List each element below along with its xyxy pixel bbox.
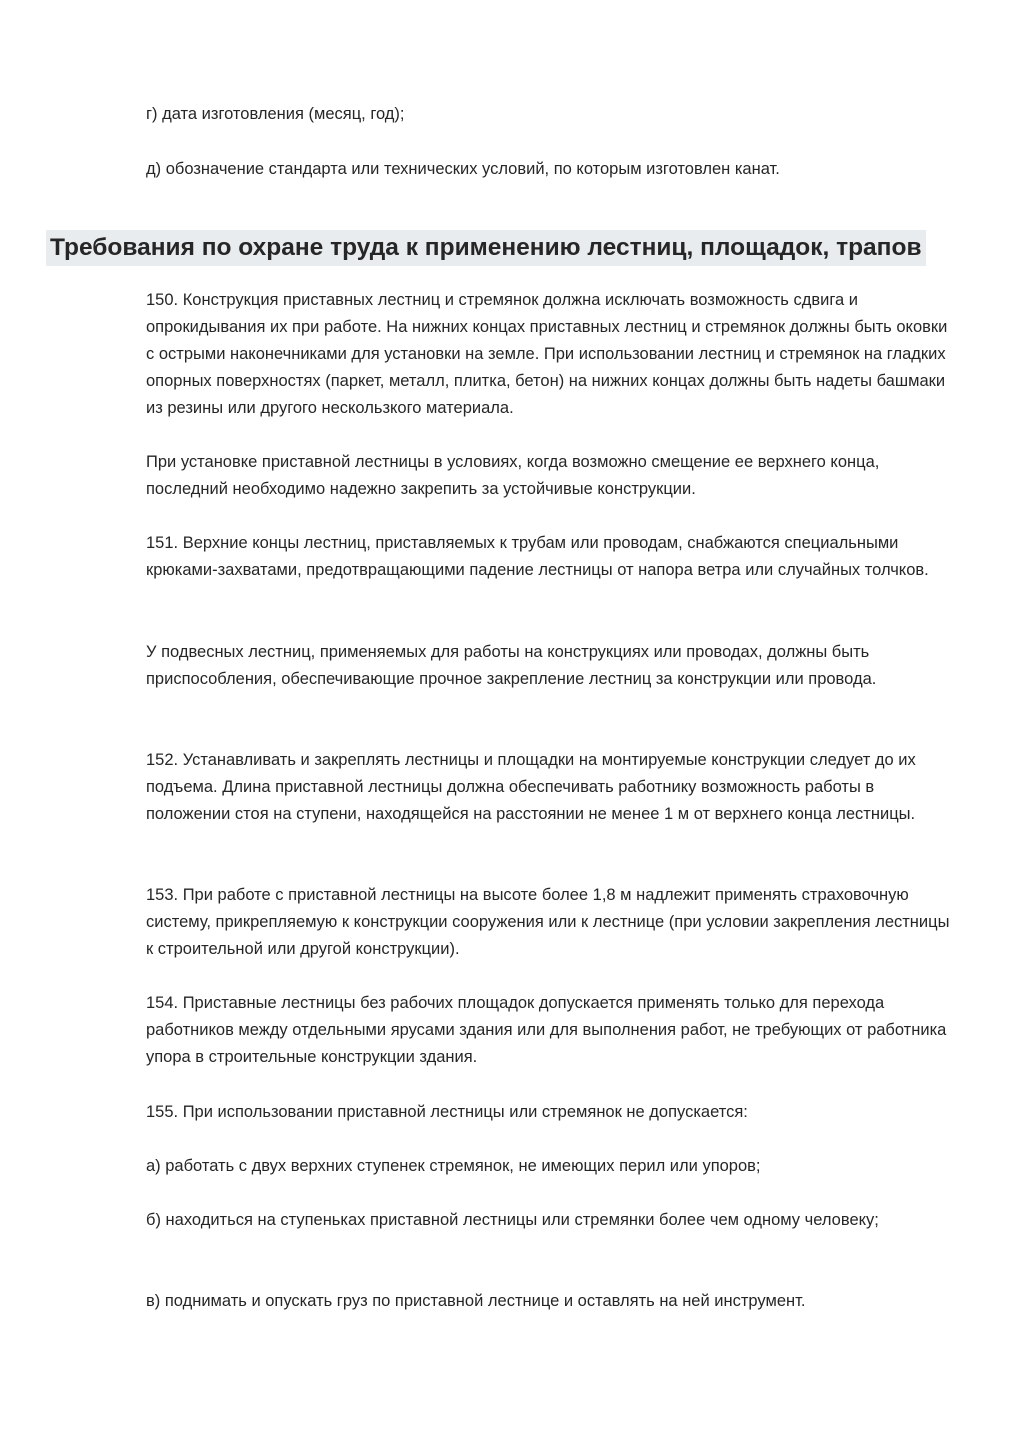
paragraph-150: 150. Конструкция приставных лестниц и стремянок должна исключать возможность сдвига и опрокидывания их при работе. На нижних концах приставных лестниц и стремянок должны быть оковки с острыми наконечниками для установки на земле. При использовании лестниц и стремянок на гладких опорных поверхностях (паркет, металл, плитка, бетон) на нижних концах должны быть надеты башмаки из резины или другого нескользкого материала.	[146, 291, 948, 417]
paragraph-150-continued: При установке приставной лестницы в условиях, когда возможно смещение ее верхнего конца, последний необходимо надежно закрепить за устойчивые конструкции.	[146, 453, 880, 498]
paragraph-155: 155. При использовании приставной лестницы или стремянок не допускается:	[146, 1103, 748, 1121]
paragraph-152: 152. Устанавливать и закреплять лестницы и площадки на монтируемые конструкции следует до их подъема. Длина приставной лестницы должна обеспечивать работнику возможность работы в положении стоя на ступени, находящейся на расстоянии не менее 1 м от верхнего конца лестницы.	[146, 751, 916, 823]
list-item-a: а) работать с двух верхних ступенек стремянок, не имеющих перил или упоров;	[146, 1157, 761, 1175]
paragraph-153: 153. При работе с приставной лестницы на высоте более 1,8 м надлежит применять страховочную систему, прикрепляемую к конструкции сооружения или к лестнице (при условии закрепления лестницы к строительной или другой конструкции).	[146, 886, 950, 958]
list-item-d: д) обозначение стандарта или технических условий, по которым изготовлен канат.	[146, 160, 780, 178]
list-item-v: в) поднимать и опускать груз по приставной лестнице и оставлять на ней инструмент.	[146, 1292, 806, 1310]
paragraph-151-continued: У подвесных лестниц, применяемых для работы на конструкциях или проводах, должны быть приспособления, обеспечивающие прочное закрепление лестниц за конструкции или провода.	[146, 643, 877, 688]
section-heading: Требования по охране труда к применению лестниц, площадок, трапов	[46, 230, 926, 266]
paragraph-151: 151. Верхние концы лестниц, приставляемых к трубам или проводам, снабжаются специальными крюками-захватами, предотвращающими падение лестницы от напора ветра или случайных толчков.	[146, 534, 929, 579]
paragraph-154: 154. Приставные лестницы без рабочих площадок допускается применять только для перехода работников между отдельными ярусами здания или для выполнения работ, не требующих от работника упора в строительные конструкции здания.	[146, 994, 947, 1066]
list-item-g: г) дата изготовления (месяц, год);	[146, 105, 405, 123]
list-item-b: б) находиться на ступеньках приставной лестницы или стремянки более чем одному человеку;	[146, 1211, 879, 1229]
